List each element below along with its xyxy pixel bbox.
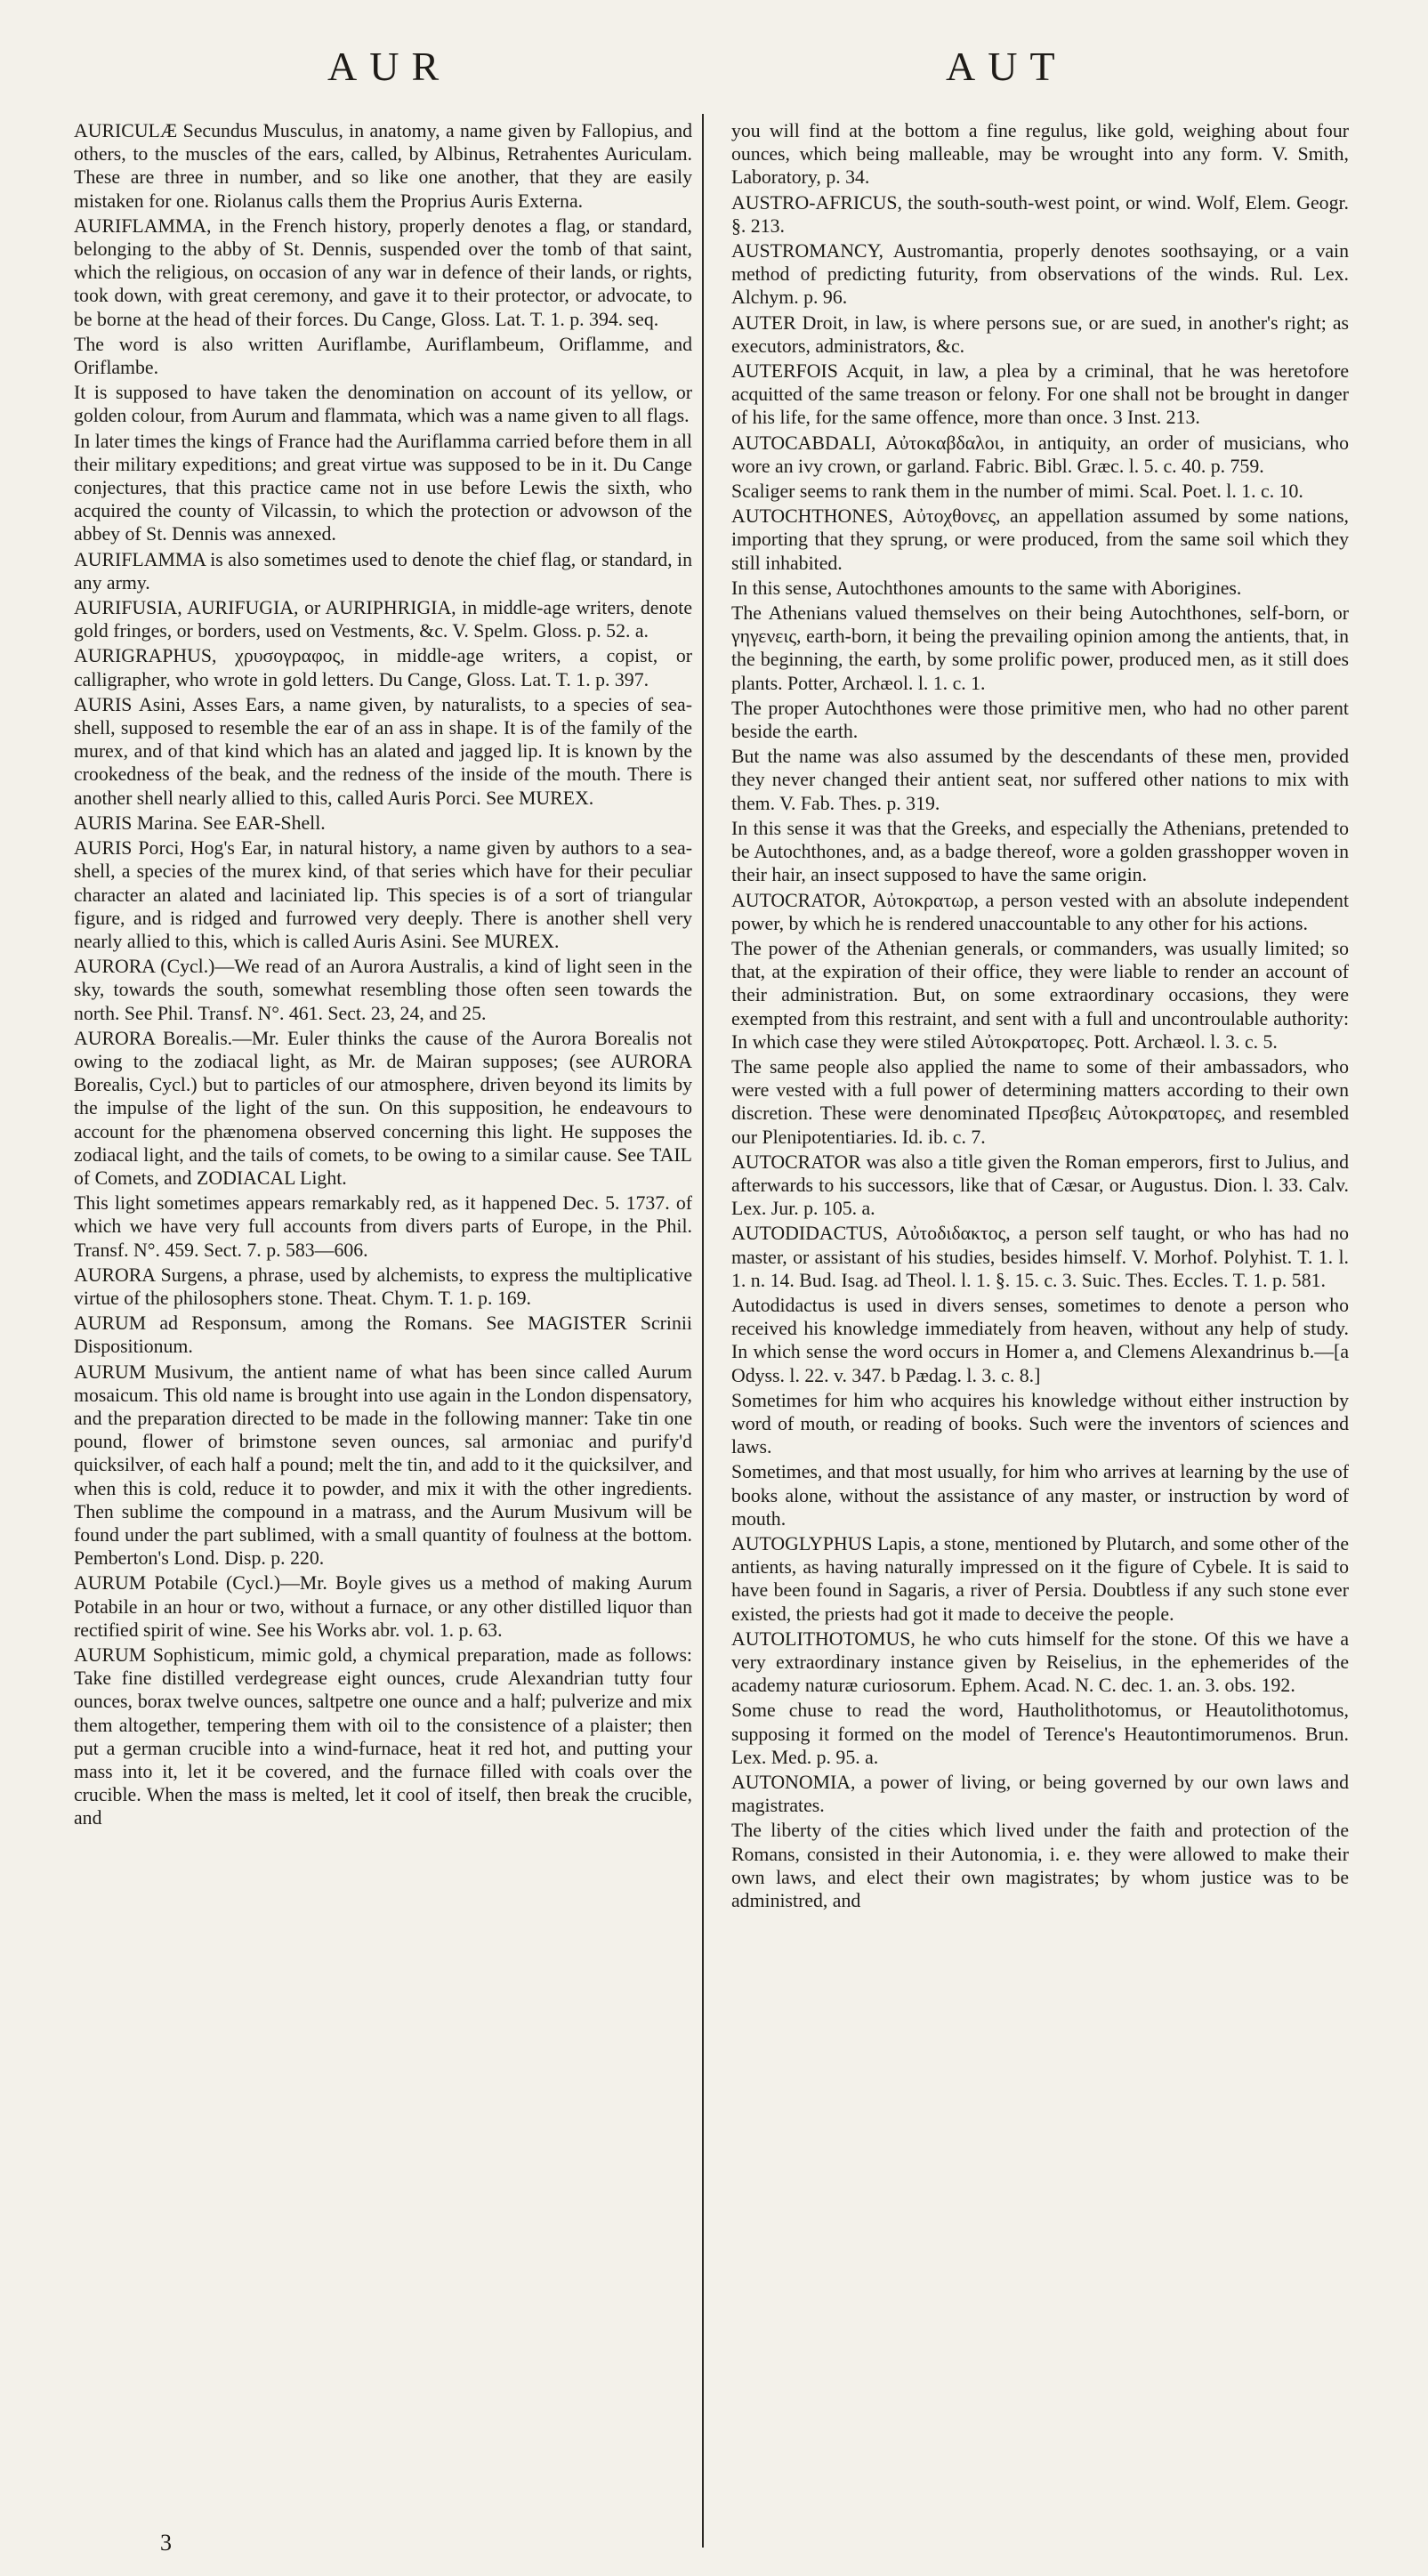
entry-autocabdali: AUTOCABDALI, Αὐτοκαβδαλοι, in antiquity, an order of musicians, who wore an ivy crown, or garland. Fabric. Bibl. Græc. l. 5. c. 40. p. 759. <box>731 432 1349 477</box>
entry-autodidactus: AUTODIDACTUS, Αὐτοδιδακτος, a person self taught, or who has had no master, or assistant of his studies, besides himself. V. Morhof. Polyhist. T. 1. l. 1. n. 14. Bud. Isag. ad Theol. l. 1. §. 15. c. 3. Suic. Thes. Eccles. T. 1. p. 581. <box>731 1223 1349 1291</box>
entry-austromancy: AUSTROMANCY, Austromantia, properly denotes soothsaying, or a vain method of predicting futurity, from observations of the winds. Rul. Lex. Alchym. p. 96. <box>731 240 1349 309</box>
entry-autocrator-title: AUTOCRATOR was also a title given the Roman emperors, first to Julius, and afterwards to his successors, like that of Cæsar, or Augustus. Dion. l. 33. Calv. Lex. Jur. p. 105. a. <box>731 1151 1349 1220</box>
entry-autochthones-p3: The Athenians valued themselves on their being Autochthones, self-born, or γηγενεις, earth-born, it being the prevailing opinion among the antients, that, in the beginning, the earth, by some prolific power, produced men, as it still does plants. Potter, Archæol. l. 1. c. 1. <box>731 602 1349 694</box>
entry-autonomia: AUTONOMIA, a power of living, or being governed by our own laws and magistrates. <box>731 1772 1349 1817</box>
column-divider <box>702 114 704 2548</box>
entry-aurora-borealis: AURORA Borealis.—Mr. Euler thinks the cause of the Aurora Borealis not owing to the zodiacal light, as Mr. de Mairan supposes; (see AURORA Borealis, Cycl.) but to particles of our atmosphere, driven beyond its limits by the impulse of the light of the sun. On this supposition, he endeavours to account for the phænomena observed concerning this light. He supposes the zodiacal light, and the tails of comets, to be owing to a similar cause. See TAIL of Comets, and ZODIACAL Light. <box>74 1027 692 1189</box>
entry-aurum-ad-responsum: AURUM ad Responsum, among the Romans. See MAGISTER Scrinii Dispositionum. <box>74 1312 692 1358</box>
entry-autochthones-p5: But the name was also assumed by the descendants of these men, provided they never changed their antient seat, nor suffered other nations to mix with them. V. Fab. Thes. p. 319. <box>731 746 1349 814</box>
entry-aurora-surgens: AURORA Surgens, a phrase, used by alchemists, to express the multiplicative virtue of the philosophers stone. Theat. Chym. T. 1. p. 169. <box>74 1264 692 1309</box>
entry-aurum-sophisticum-cont: you will find at the bottom a fine regulus, like gold, weighing about four ounces, which being malleable, may be wrought into any form. V. Smith, Laboratory, p. 34. <box>731 120 1349 189</box>
entry-auris-marina: AURIS Marina. See EAR-Shell. <box>74 812 326 834</box>
entry-auriflamma-p4: In later times the kings of France had the Auriflamma carried before them in all their military expeditions; and great virtue was supposed to be in it. Du Cange conjectures, that this practice came not in use before Lewis the sixth, who acquired the county of Vilcassin, to which the protection or advowson of the abbey of St. Dennis was annexed. <box>74 430 692 545</box>
entry-aurum-sophisticum: AURUM Sophisticum, mimic gold, a chymical preparation, made as follows: Take fine distilled verdegrease eight ounces, crude Alexandrian tutty four ounces, borax twelve ounces, saltpetre one ounce and a half; pulverize and mix them altogether, tempering them with oil to the consistence of a plaister; then put a german crucible into a wind-furnace, heat it red hot, and putting your mass into it, let it be covered, and the furnace filled with coals over the crucible. When the mass is melted, let it cool of itself, then break the crucible, and <box>74 1644 692 1829</box>
page-number: 3 <box>160 2530 172 2556</box>
entry-auris-asini: AURIS Asini, Asses Ears, a name given, by naturalists, to a species of sea-shell, supposed to resemble the ear of an ass in shape. It is of the family of the murex, and of that kind which has an alated and jagged lip. It is known by the crookedness of the beak, and the redness of the inside of the mouth. There is another shell nearly allied to this, called Auris Porci. See MUREX. <box>74 693 692 809</box>
entry-autocrator-p2: The power of the Athenian generals, or commanders, was usually limited; so that, at the expiration of their office, they were liable to render an account of their administration. But, on some extraordinary occasions, they were exempted from this restraint, and sent with a full and uncontroulable authority: In which case they were stiled Αὐτοκρατορες. Pott. Archæol. l. 3. c. 5. <box>731 937 1349 1053</box>
entry-auriculae: AURICULÆ Secundus Musculus, in anatomy, a name given by Fallopius, and others, to the muscles of the ears, called, by Albinus, Retrahentes Auriculam. These are three in number, and so like one another, that they are easily mistaken for one. Riolanus calls them the Proprius Auris Externa. <box>74 120 692 212</box>
entry-autochthones: AUTOCHTHONES, Αὐτοχθονες, an appellation assumed by some nations, importing that they sprung, or were produced, from the same soil which they still inhabited. <box>731 505 1349 574</box>
entry-autochthones-p2: In this sense, Autochthones amounts to the same with Aborigines. <box>731 577 1242 599</box>
entry-autolithotomus: AUTOLITHOTOMUS, he who cuts himself for the stone. Of this we have a very extraordinary instance given by Reiselius, in the ephemerides of the academy naturæ curiosorum. Ephem. Acad. N. C. dec. 1. an. 3. obs. 192. <box>731 1627 1349 1697</box>
right-column <box>731 119 1349 1914</box>
entry-auriflamma-chief: AURIFLAMMA is also sometimes used to denote the chief flag, or standard, in any army. <box>74 548 692 594</box>
entry-autoglyphus: AUTOGLYPHUS Lapis, a stone, mentioned by Plutarch, and some other of the antients, as having naturally impressed on it the figure of Cybele. It is said to have been found in Sagaris, a river of Persia. Doubtless if any such stone ever existed, the priests had got it made to deceive the people. <box>731 1532 1349 1625</box>
entry-autochthones-p6: In this sense it was that the Greeks, and especially the Athenians, pretended to be Autochthones, and, as a badge thereof, wore a golden grasshopper woven in their hair, an insect supposed to have the same origin. <box>731 817 1349 886</box>
entry-aurum-potabile: AURUM Potabile (Cycl.)—Mr. Boyle gives us a method of making Aurum Potabile in an hour or two, without a furnace, or any other distilled liquor than rectified spirit of wine. See his Works abr. vol. 1. p. 63. <box>74 1572 692 1641</box>
entry-aurigraphus: AURIGRAPHUS, χρυσογραφος, in middle-age writers, a copist, or calligrapher, who wrote in gold letters. Du Cange, Gloss. Lat. T. 1. p. 397. <box>74 645 692 690</box>
entry-aurora: AURORA (Cycl.)—We read of an Aurora Australis, a kind of light seen in the sky, towards the south, somewhat resembling those often seen towards the north. See Phil. Transf. N°. 461. Sect. 23, 24, and 25. <box>74 956 692 1024</box>
entry-autodidactus-p4: Sometimes, and that most usually, for him who arrives at learning by the use of books alone, without the assistance of any master, or instruction by word of mouth. <box>731 1461 1349 1530</box>
entry-auriflamma: AURIFLAMMA, in the French history, properly denotes a flag, or standard, belonging to the abby of St. Dennis, suspended over the tomb of that saint, which the religious, on occasion of any war in defence of their lands, or rights, took down, with great ceremony, and gave it to their protector, or advocate, to be borne at the head of their forces. Du Cange, Gloss. Lat. T. 1. p. 394. seq. <box>74 214 692 330</box>
left-column <box>74 119 692 1832</box>
entry-autocrator: AUTOCRATOR, Αὐτοκρατωρ, a person vested with an absolute independent power, by which he is rendered unaccountable to any other for his actions. <box>731 889 1349 934</box>
entry-autocabdali-p2: Scaliger seems to rank them in the number of mimi. Scal. Poet. l. 1. c. 10. <box>731 480 1303 503</box>
entry-austro-africus: AUSTRO-AFRICUS, the south-south-west point, or wind. Wolf, Elem. Geogr. §. 213. <box>731 191 1349 237</box>
entry-autocrator-p3: The same people also applied the name to some of their ambassadors, who were vested with a full power of determining matters according to their own discretion. These were denominated Πρεσβεις Αὐτοκρατορες, and resembled our Plenipotentiaries. Id. ib. c. 7. <box>731 1055 1349 1148</box>
entry-auriflamma-p3: It is supposed to have taken the denomination on account of its yellow, or golden colour, from Aurum and flammata, which was a name given to all flags. <box>74 382 692 427</box>
entry-autolithotomus-p2: Some chuse to read the word, Hautholithotomus, or Heautolithotomus, supposing it formed on the model of Terence's Heautontimorumenos. Brun. Lex. Med. p. 95. a. <box>731 1700 1349 1768</box>
entry-autonomia-p2: The liberty of the cities which lived under the faith and protection of the Romans, consisted in their Autonomia, i. e. they were allowed to make their own laws, and elect their own magistrates; by whom justice was to be administred, and <box>731 1820 1349 1912</box>
entry-aurora-borealis-p2: This light sometimes appears remarkably red, as it happened Dec. 5. 1737. of which we have very full accounts from divers parts of Europe, in the Phil. Transf. N°. 459. Sect. 7. p. 583—606. <box>74 1192 692 1261</box>
entry-auterfois-acquit: AUTERFOIS Acquit, in law, a plea by a criminal, that he was heretofore acquitted of the same treason or felony. For one shall not be brought in danger of his life, for the same offence, more than once. 3 Inst. 213. <box>731 360 1349 429</box>
entry-auter-droit: AUTER Droit, in law, is where persons sue, or are sued, in another's right; as executors, administrators, &c. <box>731 311 1349 357</box>
running-head-right: AUT <box>946 44 1068 89</box>
entry-autodidactus-p3: Sometimes for him who acquires his knowledge without either instruction by word of mouth, or reading of books. Such were the inventors of sciences and laws. <box>731 1389 1349 1458</box>
entry-autochthones-p4: The proper Autochthones were those primitive men, who had no other parent beside the earth. <box>731 697 1349 743</box>
running-head-left: AUR <box>327 44 452 89</box>
entry-auriflamma-p2: The word is also written Auriflambe, Auriflambeum, Oriflamme, and Oriflambe. <box>74 333 692 379</box>
entry-auris-porci: AURIS Porci, Hog's Ear, in natural history, a name given by authors to a sea-shell, a species of the murex kind, of that series which have for their peculiar character an alated and laciniated lip. This species is of a sort of triangular figure, and is ridged and furrowed very deeply. There is another shell very nearly allied to this, which is called Auris Asini. See MUREX. <box>74 837 692 952</box>
entry-autodidactus-p2: Autodidactus is used in divers senses, sometimes to denote a person who received his knowledge immediately from heaven, without any help of study. In which sense the word occurs in Homer a, and Clemens Alexandrinus b.—[a Odyss. l. 22. v. 347. b Pædag. l. 3. c. 8.] <box>731 1294 1349 1386</box>
entry-aurum-musivum: AURUM Musivum, the antient name of what has been since called Aurum mosaicum. This old name is brought into use again in the London dispensatory, and the preparation directed to be made in the following manner: Take tin one pound, flower of brimstone seven ounces, sal armoniac and purify'd quicksilver, of each half a pound; melt the tin, and add to it the quicksilver, and when this is cold, reduce it to powder, and mix it with the other ingredients. Then sublime the compound in a matrass, and the Aurum Musivum will be found under the part sublimed, with a small quantity of foulness at the bottom. Pemberton's Lond. Disp. p. 220. <box>74 1361 692 1570</box>
entry-aurifusia: AURIFUSIA, AURIFUGIA, or AURIPHRIGIA, in middle-age writers, denote gold fringes, or borders, used on Vestments, &c. V. Spelm. Gloss. p. 52. a. <box>74 597 692 642</box>
